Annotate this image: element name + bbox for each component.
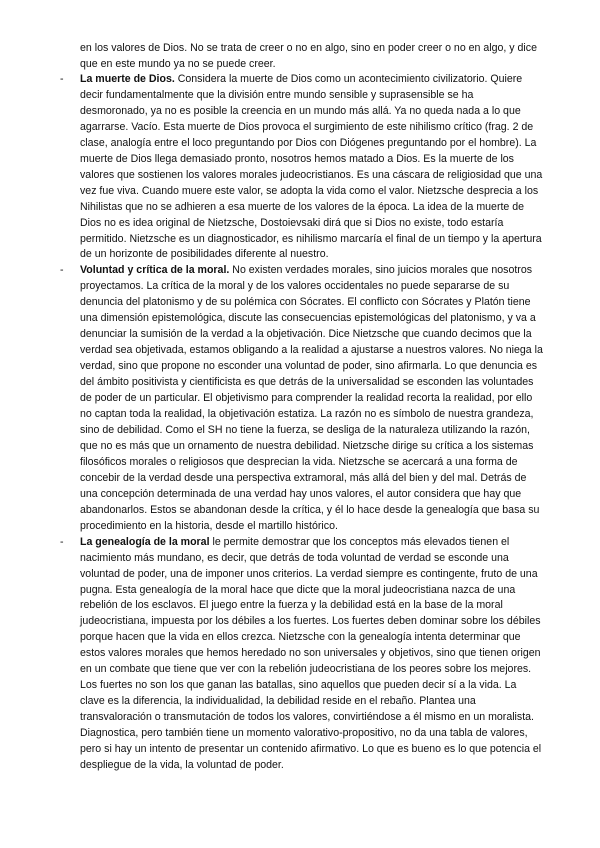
item-body: le permite demostrar que los conceptos más elevados tienen el nacimiento más mundano, es decir, que detrás de toda voluntad de verdad se esconde una voluntad de poder, una de imponer unos criterios. La verdad siempre es contingente, fruto de una pugna. Esta genealogía de la moral hace que dicte que la moral judeocristiana nazca de una rebelión de los esclavos. El juego entre la fuerza y la debilidad está en la base de la moral judeocristiana, impuesta por los débiles a los fuertes. Los fuertes deben dominar sobre los débiles porque hacen que la vida en ellos crezca. Nietzsche con la genealogía intenta determinar que estos valores morales que hemos heredado no son universales y objetivos, sino que tienen origen en un combate que tiene que ver con la rebelión judeocristiana de los peores sobre los mejores. Los fuertes no son los que ganan las batallas, sino aquellos que pueden decir sí a la vida. La clave es la diferencia, la individualidad, la debilidad reside en el rebaño. Plantea una transvaloración o transmutación de todos los valores, convirtiéndose a él mismo en un moralista. Diagnostica, pero también tiene un momento valorativo-propositivo, no da una tabla de valores, pero si hay un intento de presentar un contenido afirmativo. Lo que es bueno es lo que potencia el despliegue de la vida, la voluntad de poder. bbox=[80, 535, 542, 771]
list-item bbox=[60, 263, 544, 534]
item-heading: Voluntad y crítica de la moral. bbox=[80, 264, 230, 277]
item-heading: La muerte de Dios. bbox=[80, 73, 175, 85]
bullet-dash: - bbox=[60, 264, 64, 277]
list-item bbox=[60, 535, 544, 774]
bullet-dash: - bbox=[60, 535, 64, 548]
item-paragraph bbox=[80, 263, 544, 534]
bullet-list bbox=[60, 72, 544, 774]
item-body: Considera la muerte de Dios como un acontecimiento civilizatorio. Quiere decir fundamentalmente que la división entre mundo sensible y suprasensible se ha desmoronado, ya no es posible la creencia en un mundo más allá. Ya no queda nada a lo que agarrarse. Vacío. Esta muerte de Dios provoca el surgimiento de este nihilismo crítico (frag. 2 de clase, analogía entre el loco preguntando por Dios con Diógenes preguntando por el hombre). La muerte de Dios llega demasiado pronto, nosotros hemos matado a Dios. Es la muerte de los valores que sostienen los valores morales judeocristianos. Es una cáscara de religiosidad que una vez fue viva. Cuando muere este valor, se adopta la vida como el valor. Nietzsche desprecia a los Nihilistas que no se adhieren a esa muerte de los valores de la época. La idea de la muerte de Dios no es idea original de Nietzsche, Dostoievsaki dirá que si Dios no existe, todo estaría permitido. Nietzsche es un diagnosticador, es nihilismo marcaría el final de un tiempo y la apertura de un horizonte de posibilidades diferente al nuestro. bbox=[80, 73, 543, 261]
item-paragraph bbox=[80, 535, 544, 774]
bullet-dash: - bbox=[60, 73, 64, 85]
item-heading: La genealogía de la moral bbox=[80, 535, 210, 548]
item-paragraph bbox=[80, 72, 544, 263]
continuation-paragraph: en los valores de Dios. No se trata de creer o no en algo, sino en poder creer o no en algo, y dice que en este mundo ya no se puede creer. bbox=[80, 42, 537, 70]
item-body: No existen verdades morales, sino juicios morales que nosotros proyectamos. La crítica de la moral y de los valores occidentales no puede separarse de su denuncia del platonismo y de su polémica con Sócrates. El conflicto con Sócrates y Platón tiene una dimensión epistemológica, discute las consecuencias epistemológicas del platonismo, y va a denunciar la sumisión de la verdad a la objetivación. Dice Nietzsche que cuando decimos que la verdad sea objetivada, estamos obligando a la realidad a ajustarse a nuestros valores. No niega la verdad, sino que propone no esconder una voluntad de poder, sino afirmarla. Lo que denuncia es del ámbito positivista y cientificista es que detrás de la universalidad se esconden las voluntades de poder de un particular. El objetivismo para comprender la realidad recorta la realidad, por ello no captan toda la realidad, la objetivación estatiza. La razón no es símbolo de nuestra grandeza, sino de debilidad. Como el SH no tiene la fuerza, se desliga de la naturaleza utilizando la razón, que no es más que un ornamento de nuestra debilidad. Nietzsche dirige su crítica a los sistemas filosóficos morales o religiosos que desprecian la vida. Nietzsche se acercará a una forma de concebir de la verdad desde una perspectiva extramoral, más allá del bien y del mal. Detrás de una concepción determinada de una verdad hay unos valores, el autor considera que hay que abandonarlos. Estos se abandonan desde la crítica, y él lo hace desde la genealogía que basa su procedimiento en la historia, desde el martillo histórico. bbox=[80, 264, 543, 532]
list-item bbox=[60, 72, 544, 263]
